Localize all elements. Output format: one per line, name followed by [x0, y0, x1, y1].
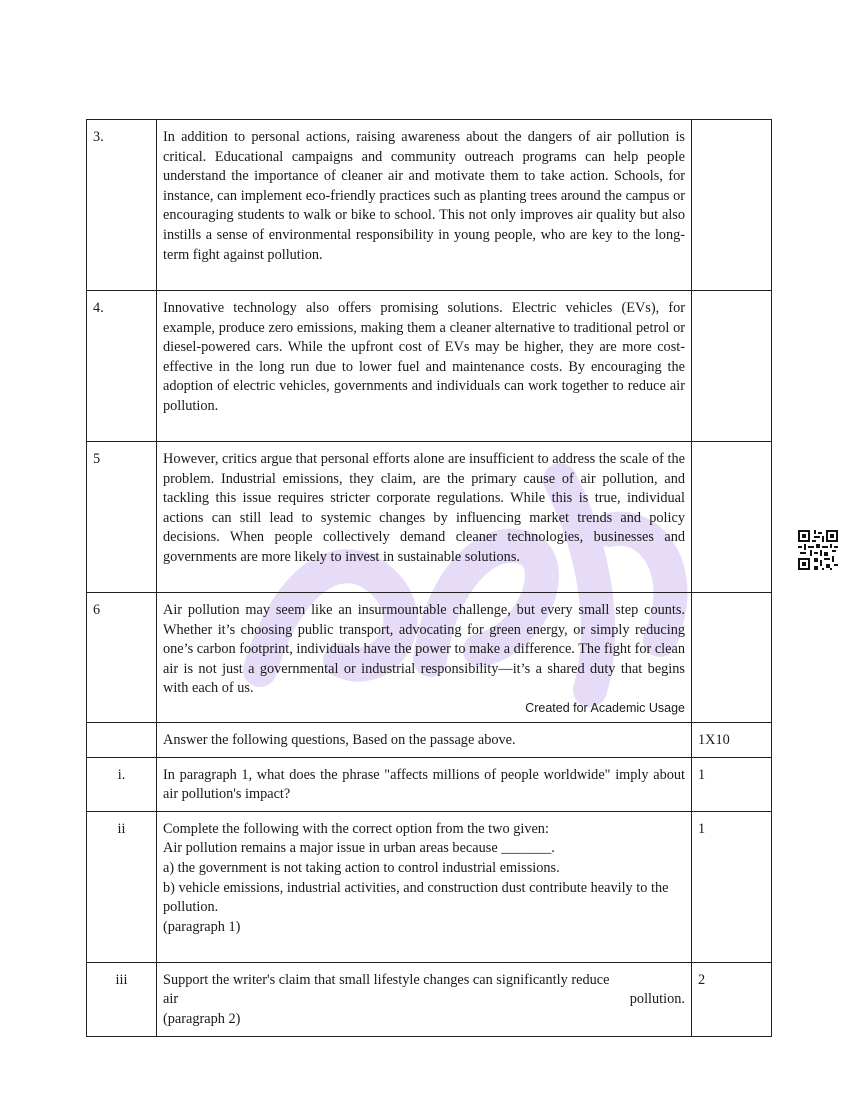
table-row — [87, 811, 772, 962]
row-number: 3. — [87, 120, 157, 291]
paragraph-reference: (paragraph 2) — [163, 1010, 241, 1027]
option-b: b) vehicle emissions, industrial activities, and construction dust contribute heavily to the pollution. — [163, 879, 669, 916]
question-text — [157, 962, 692, 1036]
question-number: ii — [87, 811, 157, 962]
question-text — [157, 811, 692, 962]
question-line: Support the writer's claim that small lifestyle changes can significantly reduce — [163, 971, 610, 988]
table-row — [87, 757, 772, 811]
row-number: 4. — [87, 291, 157, 442]
row-number: 6 — [87, 593, 157, 723]
question-word: air — [163, 991, 179, 1008]
table-row — [87, 291, 772, 442]
marks-cell — [692, 120, 772, 291]
passage-paragraph-5: However, critics argue that personal efforts alone are insufficient to address the scale of the problem. Industrial emissions, they claim, are the primary cause of air pollution, and tackling this issue requires stricter corporate regulations. While this is true, individual actions can still lead to systemic changes by influencing market trends and policy decisions. When people collectively demand cleaner technologies, businesses and governments are more likely to invest in sustainable solutions. — [157, 442, 692, 593]
source-credit: Created for Academic Usage — [525, 700, 685, 715]
marks-cell — [692, 291, 772, 442]
marks-cell: 1 — [692, 757, 772, 811]
table-row — [87, 442, 772, 593]
instructions: Answer the following questions, Based on the passage above. — [157, 722, 692, 757]
question-text: In paragraph 1, what does the phrase "affects millions of people worldwide" imply about air pollution's impact? — [157, 757, 692, 811]
passage-paragraph-4: Innovative technology also offers promising solutions. Electric vehicles (EVs), for example, produce zero emissions, making them a cleaner alternative to traditional petrol or diesel-powered cars. While the upfront cost of EVs may be higher, they are more cost-effective in the long run due to lower fuel and maintenance costs. By encouraging the adoption of electric vehicles, governments and individuals can work together to reduce air pollution. — [157, 291, 692, 442]
table-row — [87, 962, 772, 1036]
marks-cell: 1 — [692, 811, 772, 962]
question-word: pollution. — [629, 991, 685, 1008]
paragraph-text: Air pollution may seem like an insurmountable challenge, but every small step counts. Whether it’s choosing public transport, advocating for green energy, or simply reducing one’s carbon footprint, individuals have the power to make a difference. The fight for clean air is not just a governmental or industrial responsibility—it’s a shared duty that begins with each of us. — [163, 602, 685, 697]
marks-cell: 2 — [692, 962, 772, 1036]
question-line — [163, 990, 685, 1010]
question-line: Air pollution remains a major issue in urban areas because _______. — [163, 840, 555, 857]
row-number — [87, 722, 157, 757]
passage-paragraph-6 — [157, 593, 692, 723]
row-number: 5 — [87, 442, 157, 593]
marks-cell — [692, 442, 772, 593]
question-paper-table — [86, 119, 772, 1037]
passage-paragraph-3: In addition to personal actions, raising awareness about the dangers of air pollution is critical. Educational campaigns and community outreach programs can help people understand the importance of cleaner air and motivate them to take action. Schools, for instance, can implement eco-friendly practices such as planting trees around the campus or encouraging students to walk or bike to school. This not only improves air quality but also instills a sense of environmental responsibility in young people, who are key to the long-term fight against pollution. — [157, 120, 692, 291]
table-row — [87, 722, 772, 757]
option-a: a) the government is not taking action to control industrial emissions. — [163, 859, 560, 876]
question-line: Complete the following with the correct option from the two given: — [163, 820, 549, 837]
question-number: iii — [87, 962, 157, 1036]
marks-cell: 1X10 — [692, 722, 772, 757]
table-row — [87, 593, 772, 723]
marks-cell — [692, 593, 772, 723]
paragraph-reference: (paragraph 1) — [163, 918, 241, 935]
question-number: i. — [87, 757, 157, 811]
table-row — [87, 120, 772, 291]
qr-code-icon — [798, 530, 838, 570]
